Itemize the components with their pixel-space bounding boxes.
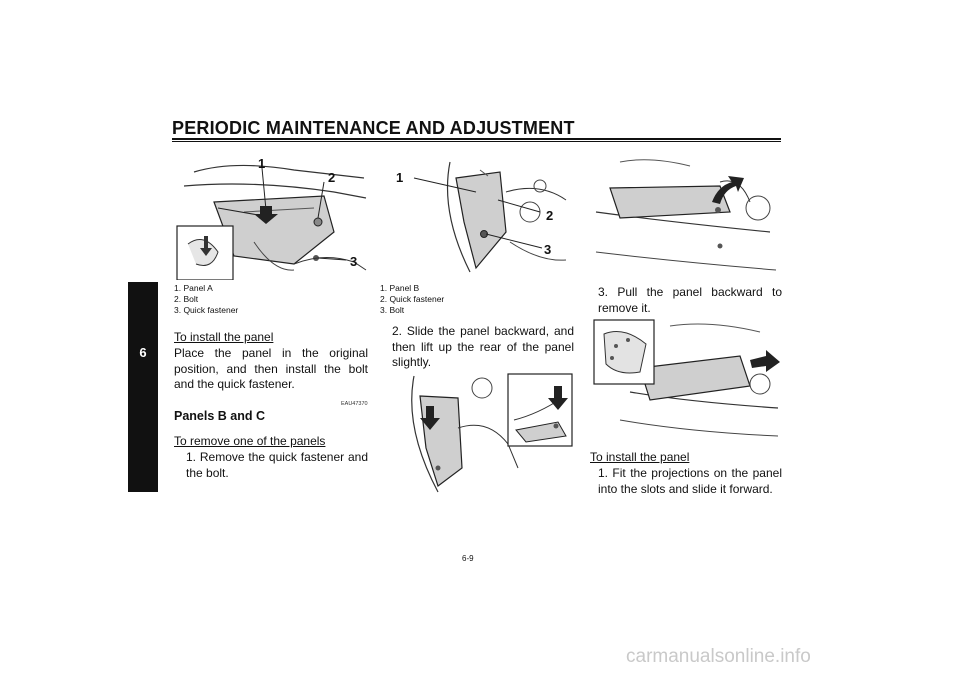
remove-step-1: 1. Remove the quick fastener and the bolt. <box>186 450 368 480</box>
figure-panel-b <box>380 152 572 280</box>
caption-line: 3. Quick fastener <box>174 305 239 315</box>
caption-line: 1. Panel B <box>380 283 420 293</box>
page-number: 6-9 <box>462 554 474 563</box>
remove-step-3: 3. Pull the panel backward to remove it. <box>598 285 782 315</box>
caption-line: 2. Bolt <box>174 294 199 304</box>
watermark: carmanualsonline.info <box>626 646 811 667</box>
caption-line: 2. Quick fastener <box>380 294 445 304</box>
callout-3: 3 <box>544 242 552 257</box>
figure-lift-panel <box>590 152 782 280</box>
callout-3: 3 <box>350 254 358 269</box>
callout-2: 2 <box>328 170 336 185</box>
figure2-caption <box>380 283 444 316</box>
header-rule-thin <box>172 141 781 142</box>
page-title: PERIODIC MAINTENANCE AND ADJUSTMENT <box>172 118 575 138</box>
remove-step-2: 2. Slide the panel backward, and then lift up the rear of the panel slightly. <box>392 324 574 369</box>
reference-code: EAU47370 <box>341 401 368 407</box>
install-heading: To install the panel <box>174 330 274 344</box>
figure-pull-panel <box>590 316 782 440</box>
caption-line: 3. Bolt <box>380 305 405 315</box>
figure-panel-a <box>174 152 368 280</box>
callout-2: 2 <box>546 208 554 223</box>
install-text: Place the panel in the original position, and then install the bolt and the quick fastener. <box>174 346 368 391</box>
callout-1: 1 <box>396 170 404 185</box>
figure-slide-panel <box>398 368 574 496</box>
install-heading-2: To install the panel <box>590 450 690 464</box>
remove-heading: To remove one of the panels <box>174 434 326 448</box>
chapter-tab <box>128 282 158 492</box>
figure1-caption <box>174 283 238 316</box>
install-step-1: 1. Fit the projections on the panel into the slots and slide it forward. <box>598 466 782 496</box>
callout-1: 1 <box>258 156 266 171</box>
header-rule <box>172 138 781 140</box>
section-heading: Panels B and C <box>174 409 265 423</box>
chapter-number: 6 <box>139 345 147 360</box>
caption-line: 1. Panel A <box>174 283 213 293</box>
